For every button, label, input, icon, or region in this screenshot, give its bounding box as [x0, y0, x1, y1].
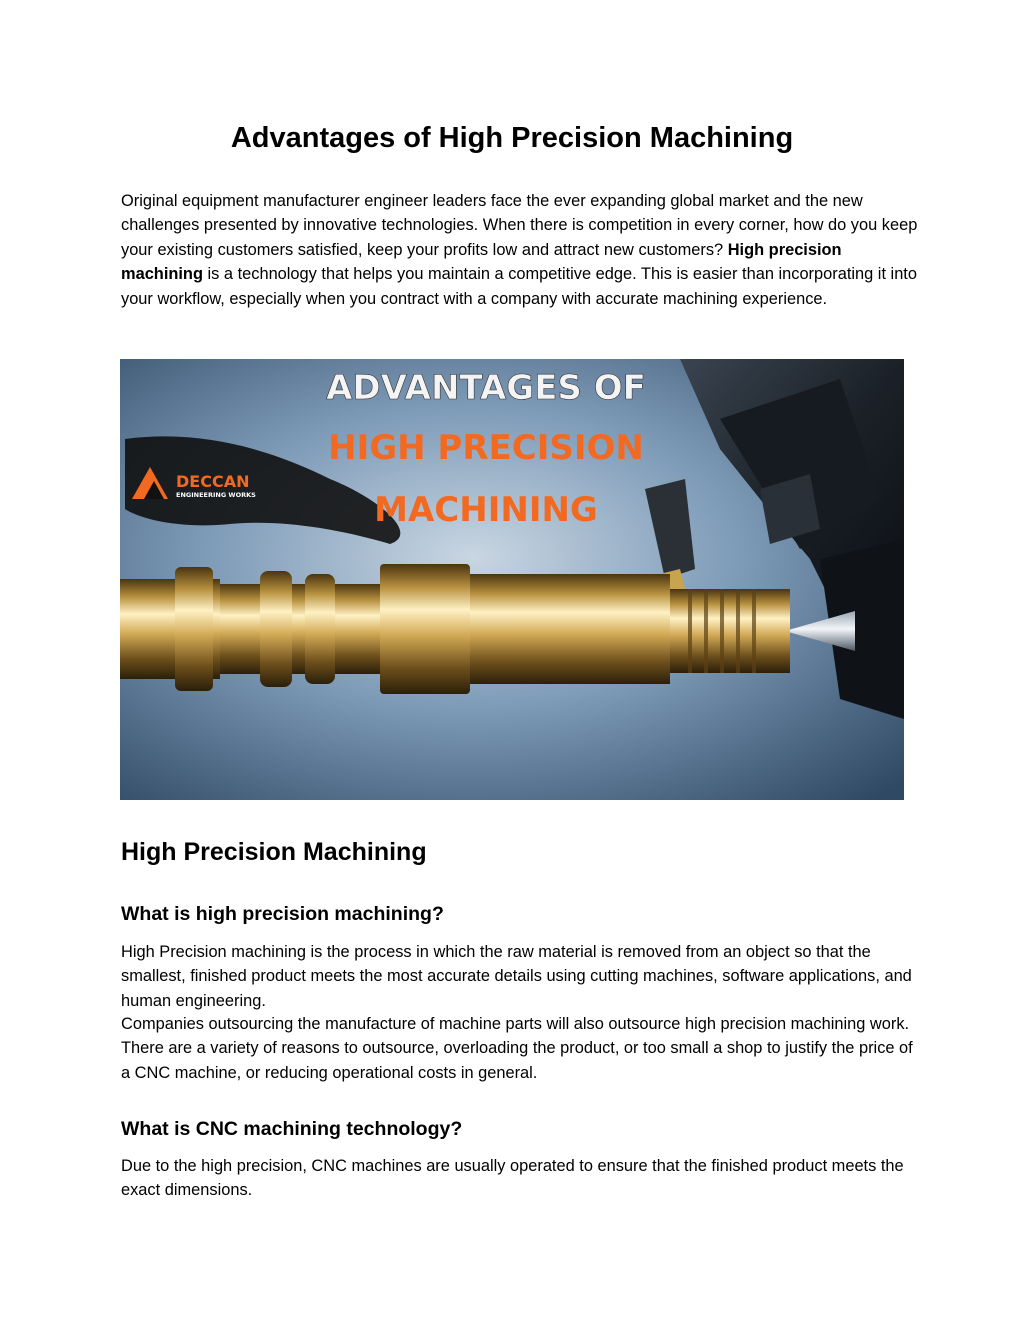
answer-paragraph-3: Due to the high precision, CNC machines are usually operated to ensure that the finished product meets the exact dimensions.	[121, 1157, 904, 1200]
intro-text-start: Original equipment manufacturer engineer leaders face the ever expanding global market and the new challenges presented by innovative technologies. When there is competition in every corner, how do you keep your existing customers satisfied, keep your profits low and attract new customers?	[121, 192, 918, 259]
logo-tagline: ENGINEERING WORKS	[176, 491, 256, 499]
image-heading-line3: MACHINING	[374, 490, 598, 530]
answer-paragraph-1: High Precision machining is the process in which the raw material is removed from an object so that the smallest, finished product meets the most accurate details using cutting machines, software applications, and human engineering.	[121, 943, 912, 1010]
cnc-lathe-illustration	[120, 359, 904, 800]
page-title: Advantages of High Precision Machining	[230, 122, 794, 154]
answer-paragraph-2: Companies outsourcing the manufacture of machine parts will also outsource high precision machining work. There are a variety of reasons to outsource, overloading the product, or too small a shop to justify the price of a CNC machine, or reducing operational costs in general.	[121, 1015, 913, 1082]
intro-paragraph	[121, 189, 921, 311]
image-heading-line2: HIGH PRECISION	[328, 428, 644, 468]
image-heading-line1: ADVANTAGES OF	[326, 368, 646, 408]
question-heading-1: What is high precision machining?	[121, 903, 444, 925]
section-heading: High Precision Machining	[121, 838, 427, 866]
hero-image	[120, 359, 904, 800]
question-heading-2: What is CNC machining technology?	[121, 1118, 463, 1140]
intro-text-end: is a technology that helps you maintain a competitive edge. This is easier than incorporating it into your workflow, especially when you contract with a company with accurate machining experience.	[121, 265, 917, 308]
intro-bold-term: High precision machining	[121, 240, 842, 284]
logo-name: DECCAN	[176, 472, 250, 491]
